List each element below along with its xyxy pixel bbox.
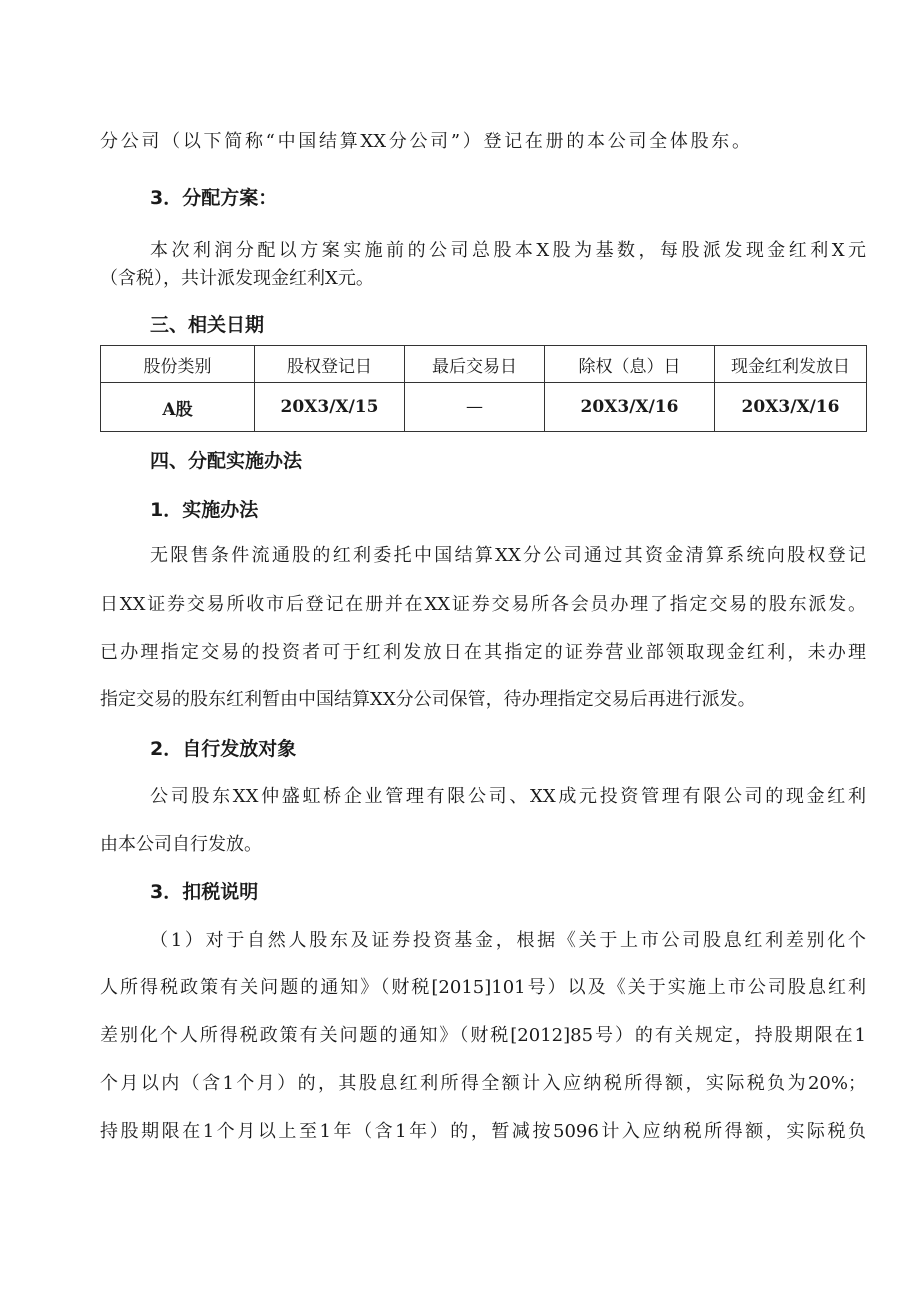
dates-table <box>100 345 867 432</box>
paragraph-line: 由本公司自行发放。 <box>100 834 262 855</box>
table-cell: A股 <box>101 383 255 432</box>
paragraph-line: （含税），共计派发现金红利X元。 <box>100 268 374 289</box>
paragraph-line: 无限售条件流通股的红利委托中国结算XX分公司通过其资金清算系统向股权登记 <box>150 545 866 566</box>
section-heading-3-tax: 3．扣税说明 <box>150 881 259 903</box>
table-header-cell: 股份类别 <box>101 346 255 383</box>
paragraph-line: 个月以内（含1个月）的，其股息红利所得全额计入应纳税所得额，实际税负为20%； <box>100 1073 866 1094</box>
section-heading-3-distribution-plan: 3．分配方案： <box>150 187 278 209</box>
section-heading-2-self-distribution: 2．自行发放对象 <box>150 738 297 760</box>
paragraph-line: 差别化个人所得税政策有关问题的通知》（财税[2012]85号）的有关规定，持股期限在1 <box>100 1025 866 1046</box>
paragraph-line: 已办理指定交易的投资者可于红利发放日在其指定的证券营业部领取现金红利，未办理 <box>100 642 866 663</box>
paragraph-line: 持股期限在1个月以上至1年（含1年）的，暂减按5096计入应纳税所得额，实际税负 <box>100 1121 866 1142</box>
table-cell: 20X3/X/16 <box>545 383 715 432</box>
table-cell: — <box>405 383 545 432</box>
paragraph-line: 本次利润分配以方案实施前的公司总股本X股为基数，每股派发现金红利X元 <box>150 240 866 261</box>
table-cell: 20X3/X/15 <box>255 383 405 432</box>
table-header-cell: 现金红利发放日 <box>715 346 867 383</box>
section-heading-distribution-method: 四、分配实施办法 <box>150 450 303 472</box>
table-header-row <box>101 346 867 383</box>
paragraph-line: 公司股东XX仲盛虹桥企业管理有限公司、XX成元投资管理有限公司的现金红利 <box>150 786 866 807</box>
paragraph-line: 日XX证券交易所收市后登记在册并在XX证券交易所各会员办理了指定交易的股东派发。 <box>100 594 866 615</box>
paragraph-line: 人所得税政策有关问题的通知》（财税[2015]101号）以及《关于实施上市公司股息红利 <box>100 977 866 998</box>
section-heading-related-dates: 三、相关日期 <box>150 314 265 336</box>
table-header-cell: 最后交易日 <box>405 346 545 383</box>
table-header-cell: 除权（息）日 <box>545 346 715 383</box>
section-heading-1-implementation: 1．实施办法 <box>150 499 259 521</box>
table-header-cell: 股权登记日 <box>255 346 405 383</box>
table-cell: 20X3/X/16 <box>715 383 867 432</box>
paragraph-line: （1）对于自然人股东及证券投资基金，根据《关于上市公司股息红利差别化个 <box>150 930 866 951</box>
table-row <box>101 383 867 432</box>
paragraph-line: 指定交易的股东红利暂由中国结算XX分公司保管，待办理指定交易后再进行派发。 <box>100 689 756 710</box>
paragraph-line: 分公司（以下简称“中国结算XX分公司”）登记在册的本公司全体股东。 <box>100 131 750 152</box>
